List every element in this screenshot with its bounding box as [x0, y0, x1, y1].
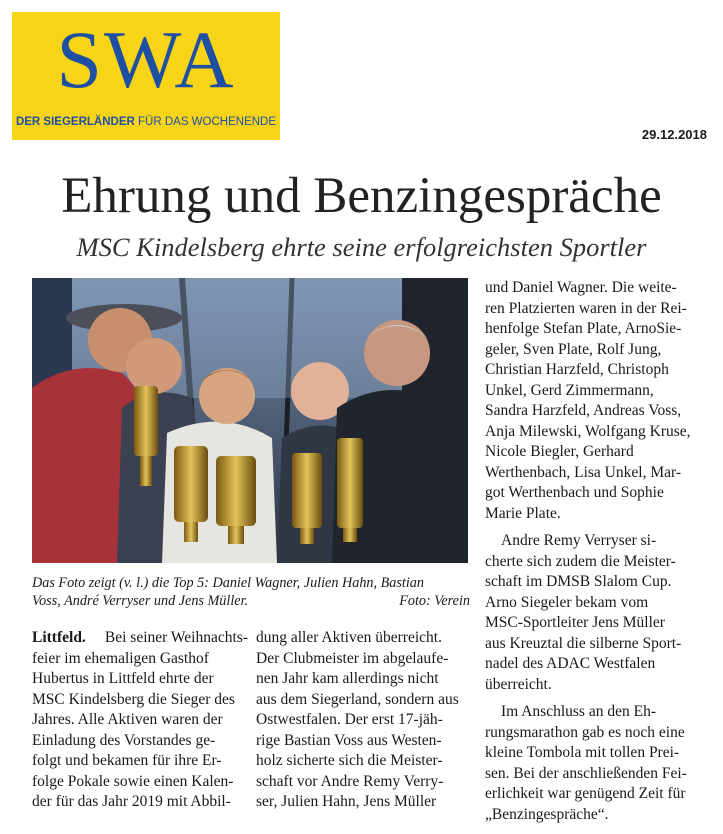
text-line: Der Clubmeister im abgelaufe- — [256, 649, 449, 667]
article-column-2 — [256, 628, 469, 813]
text-line: nadel des ADAC Westfalen — [485, 655, 656, 672]
caption-line: Das Foto zeigt (v. l.) die Top 5: Daniel Wagner, Julien Hahn, Bastian — [32, 575, 424, 591]
text-line: aus Kreuztal die silberne Sport- — [485, 634, 682, 652]
article-column-1 — [32, 628, 248, 813]
text-line: schaft im DMSB Slalom Cup. — [485, 573, 672, 590]
text-line: Unkel, Gerd Zimmermann, — [485, 381, 654, 399]
tagline-rest: FÜR DAS WOCHENENDE — [138, 116, 277, 128]
logo-wordmark: SWA — [56, 14, 236, 105]
text-line: henfolge Stefan Plate, ArnoSie- — [485, 320, 682, 337]
text-line: kleine Tombola mit tollen Prei- — [485, 744, 680, 761]
subheadline: MSC Kindelsberg ehrte seine erfolgreichsten Sportler — [76, 232, 647, 262]
article-photo — [32, 278, 468, 563]
text-line: holz sicherte sich die Meister- — [256, 752, 443, 769]
text-line: Marie Plate. — [485, 504, 561, 522]
text-line: und Daniel Wagner. Die weite- — [485, 279, 677, 296]
photo-caption — [32, 574, 470, 610]
text-line: rige Bastian Voss aus Westen- — [256, 731, 442, 749]
text-line: Jahres. Alle Aktiven waren der — [32, 711, 223, 728]
text-line: got Werthenbach und Sophie — [485, 484, 664, 501]
text-line: Werthenbach, Lisa Unkel, Mar- — [485, 463, 681, 481]
text-line: MSC-Sportleiter Jens Müller — [485, 614, 665, 631]
text-line: Einladung des Vorstandes ge- — [32, 731, 216, 749]
text-line: Arno Siegeler bekam vom — [485, 593, 649, 611]
text-line: Anja Milewski, Wolfgang Kruse, — [485, 422, 691, 440]
photo-illustration — [32, 278, 468, 563]
text-line: Andre Remy Verryser si- — [501, 532, 657, 549]
text-line: ser, Julien Hahn, Jens Müller — [256, 793, 437, 810]
text-line: folge Pokale sowie einen Kalen- — [32, 772, 234, 790]
headline: Ehrung und Benzingespräche — [61, 168, 662, 224]
text-line: Nicole Biegler, Gerhard — [485, 443, 634, 460]
text-line: der für das Jahr 2019 mit Abbil- — [32, 793, 231, 810]
text-line: überreicht. — [485, 675, 552, 693]
text-line: Sandra Harzfeld, Andreas Voss, — [485, 402, 682, 419]
logo-tagline — [12, 116, 280, 128]
text-line — [32, 628, 248, 649]
text-line: cherte sich zudem die Meister- — [485, 552, 676, 570]
photo-credit: Foto: Verein — [399, 593, 470, 609]
text-line: „Benzingespräche“. — [485, 805, 609, 823]
swa-logo — [12, 12, 280, 140]
text-line: geler, Sven Plate, Rolf Jung, — [485, 340, 662, 358]
dateline: Littfeld. — [32, 629, 86, 646]
text-line: Hubertus in Littfeld ehrte der — [32, 670, 214, 687]
text-line: Im Anschluss an den Eh- — [501, 703, 656, 720]
text-segment: Bei seiner Weihnachts- — [104, 629, 248, 646]
tagline-bold: DER SIEGERLÄNDER — [15, 116, 135, 128]
text-line: Christian Harzfeld, Christoph — [485, 361, 669, 378]
text-line: schaft vor Andre Remy Verry- — [256, 772, 444, 790]
article-column-3 — [485, 278, 697, 825]
text-line: feier im ehemaligen Gasthof — [32, 649, 209, 667]
text-line: ren Platzierten waren in der Rei- — [485, 299, 687, 317]
caption-row — [32, 592, 470, 610]
text-line: rungsmarathon gab es noch eine — [485, 723, 685, 741]
caption-line: Voss, André Verryser und Jens Müller. — [32, 593, 249, 609]
text-line: MSC Kindelsberg die Sieger des — [32, 690, 235, 708]
text-line: aus dem Siegerland, sondern aus — [256, 690, 459, 708]
text-line: nen Jahr kam allerdings nicht — [256, 670, 439, 687]
text-line: erlichkeit war genügend Zeit für — [485, 785, 686, 802]
text-line: Ostwestfalen. Der erst 17-jäh- — [256, 711, 443, 728]
publication-date: 29.12.2018 — [641, 127, 707, 142]
text-line: sen. Bei der anschließenden Fei- — [485, 764, 687, 782]
text-line: dung aller Aktiven überreicht. — [256, 629, 442, 646]
text-line: folgt und bekamen für ihre Er- — [32, 752, 222, 769]
